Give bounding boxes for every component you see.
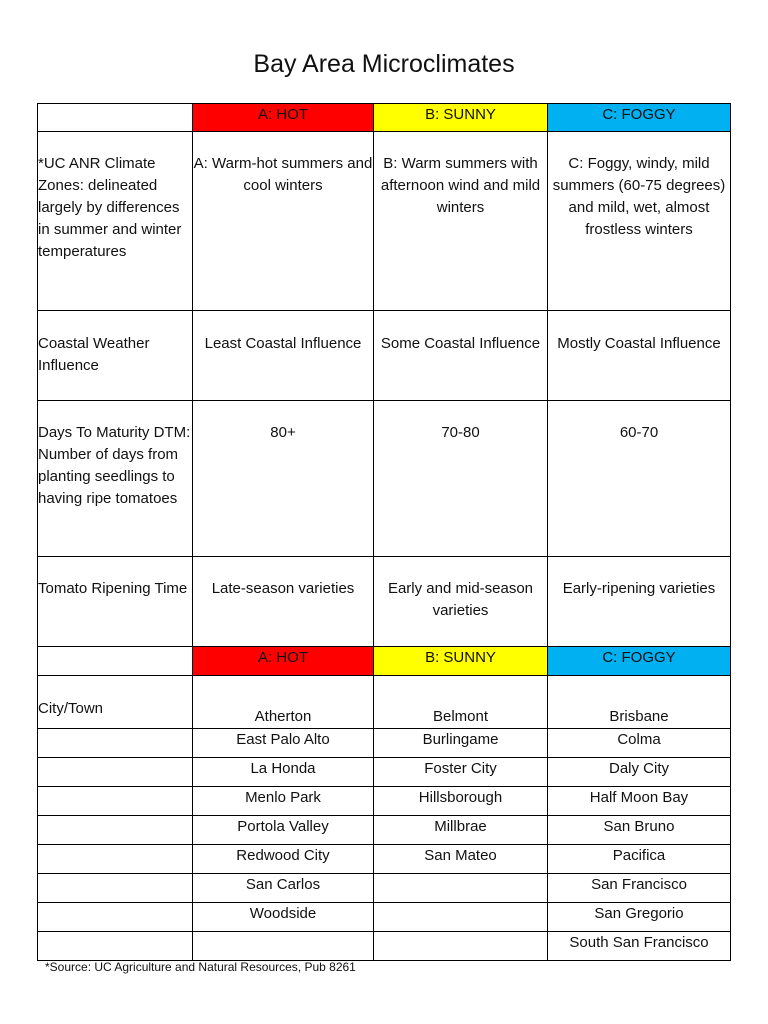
city-foggy: Half Moon Bay	[548, 787, 731, 816]
city-hot: Redwood City	[193, 845, 374, 874]
city-label-empty	[38, 729, 193, 758]
dtm-sunny-value: 70-80	[374, 401, 548, 557]
dtm-hot-value: 80+	[193, 401, 374, 557]
dtm-foggy-value: 60-70	[548, 401, 731, 557]
city-foggy: San Gregorio	[548, 903, 731, 932]
city-sunny: San Mateo	[374, 845, 548, 874]
ripening-foggy-value: Early-ripening varieties	[548, 557, 731, 647]
dtm-label: Days To Maturity DTM: Number of days from planting seedlings to having ripe tomatoes	[38, 401, 193, 557]
city-foggy: South San Francisco	[548, 932, 731, 961]
city-sunny: Belmont	[374, 676, 548, 729]
city-sunny: Millbrae	[374, 816, 548, 845]
zone-sunny-header: B: SUNNY	[374, 104, 548, 132]
city-hot: Menlo Park	[193, 787, 374, 816]
coastal-foggy-value: Mostly Coastal Influence	[548, 311, 731, 401]
city-label-empty	[38, 758, 193, 787]
climate-sunny-desc: B: Warm summers with afternoon wind and mild winters	[374, 132, 548, 311]
city-hot: Atherton	[193, 676, 374, 729]
city-sunny	[374, 874, 548, 903]
city-row	[38, 932, 731, 961]
city-row	[38, 787, 731, 816]
coastal-influence-row	[38, 311, 731, 401]
city-row	[38, 676, 731, 729]
city-foggy: Colma	[548, 729, 731, 758]
city-hot	[193, 932, 374, 961]
city-label-empty	[38, 845, 193, 874]
city-label-empty	[38, 874, 193, 903]
city-row	[38, 903, 731, 932]
page-title: Bay Area Microclimates	[253, 50, 515, 78]
ripening-label: Tomato Ripening Time	[38, 557, 193, 647]
city-foggy: San Francisco	[548, 874, 731, 903]
coastal-hot-value: Least Coastal Influence	[193, 311, 374, 401]
city-foggy: San Bruno	[548, 816, 731, 845]
header-corner-cell-2	[38, 647, 193, 676]
zone-hot-header-2: A: HOT	[193, 647, 374, 676]
city-foggy: Pacifica	[548, 845, 731, 874]
city-foggy: Brisbane	[548, 676, 731, 729]
city-sunny	[374, 932, 548, 961]
climate-foggy-desc: C: Foggy, windy, mild summers (60-75 degrees) and mild, wet, almost frostless winters	[548, 132, 731, 311]
ripening-time-row	[38, 557, 731, 647]
city-hot: San Carlos	[193, 874, 374, 903]
zone-header-row-2	[38, 647, 731, 676]
ripening-sunny-value: Early and mid-season varieties	[374, 557, 548, 647]
city-label-empty	[38, 932, 193, 961]
zone-foggy-header-2: C: FOGGY	[548, 647, 731, 676]
city-sunny: Foster City	[374, 758, 548, 787]
city-hot: La Honda	[193, 758, 374, 787]
city-row	[38, 845, 731, 874]
city-row	[38, 874, 731, 903]
city-hot: East Palo Alto	[193, 729, 374, 758]
city-sunny: Burlingame	[374, 729, 548, 758]
city-label-empty	[38, 816, 193, 845]
city-label-empty	[38, 903, 193, 932]
city-hot: Portola Valley	[193, 816, 374, 845]
ripening-hot-value: Late-season varieties	[193, 557, 374, 647]
city-foggy: Daly City	[548, 758, 731, 787]
zone-foggy-header: C: FOGGY	[548, 104, 731, 132]
city-row	[38, 758, 731, 787]
coastal-influence-label: Coastal Weather Influence	[38, 311, 193, 401]
city-row	[38, 816, 731, 845]
climate-zone-row	[38, 132, 731, 311]
climate-zone-label: *UC ANR Climate Zones: delineated largely by differences in summer and winter temperatures	[38, 132, 193, 311]
zone-header-row	[38, 104, 731, 132]
source-footnote: *Source: UC Agriculture and Natural Resources, Pub 8261	[45, 960, 356, 974]
city-row	[38, 729, 731, 758]
city-town-label: City/Town	[38, 676, 193, 729]
climate-hot-desc: A: Warm-hot summers and cool winters	[193, 132, 374, 311]
microclimate-table	[37, 103, 731, 961]
header-corner-cell	[38, 104, 193, 132]
days-to-maturity-row	[38, 401, 731, 557]
zone-hot-header: A: HOT	[193, 104, 374, 132]
city-sunny	[374, 903, 548, 932]
city-hot: Woodside	[193, 903, 374, 932]
city-sunny: Hillsborough	[374, 787, 548, 816]
zone-sunny-header-2: B: SUNNY	[374, 647, 548, 676]
coastal-sunny-value: Some Coastal Influence	[374, 311, 548, 401]
city-label-empty	[38, 787, 193, 816]
